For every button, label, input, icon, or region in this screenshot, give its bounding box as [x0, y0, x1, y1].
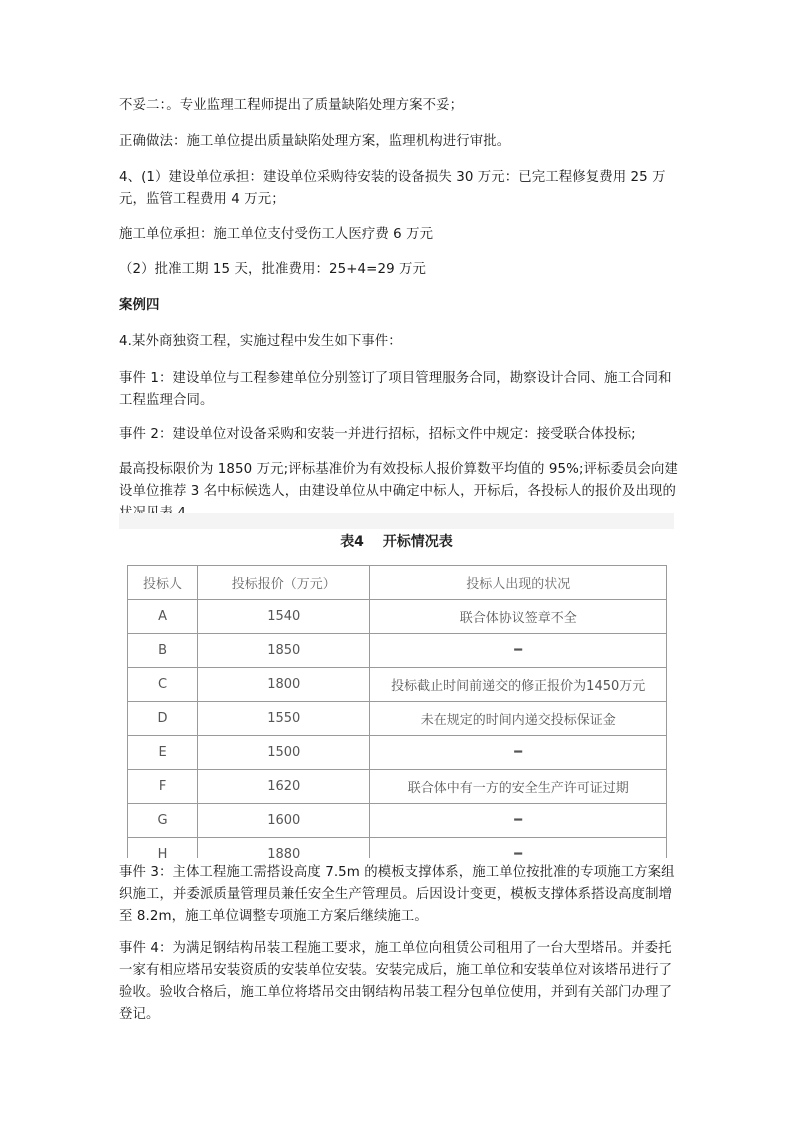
- paragraph-correct-practice: 正确做法：施工单位提出质量缺陷处理方案，监理机构进行审批。: [119, 134, 511, 149]
- table-row: [128, 838, 667, 859]
- paragraph-bid-rules: 最高投标限价为 1850 万元;评标基准价为有效投标人报价算数平均值的 95%;评标委员会向建设单位推荐 3 名中标候选人，由建设单位从中确定中标人，开标后，各投标人的报价及出现的: [119, 462, 679, 499]
- table-row: [128, 736, 667, 770]
- status-cell: ━: [370, 634, 667, 668]
- bidder-cell: F: [128, 770, 198, 804]
- status-cell: ━: [370, 736, 667, 770]
- table-row: [128, 770, 667, 804]
- paragraph-event-2: 事件 2：建设单位对设备采购和安装一并进行招标，招标文件中规定：接受联合体投标;: [119, 427, 636, 442]
- table-caption-number: 表4: [340, 534, 364, 550]
- price-cell: 1500: [198, 736, 370, 770]
- bidder-cell: C: [128, 668, 198, 702]
- paragraph-improper-2: 不妥二：。专业监理工程师提出了质量缺陷处理方案不妥；: [119, 98, 464, 113]
- paragraph-event-4: 事件 4：为满足钢结构吊装工程施工要求，施工单位向租赁公司租用了一台大型塔吊。并委托一家有相应塔吊安装资质的安装单位安装。安装完成后，施工单位和安装单位对该塔吊进行了验收。验收合格后，施工单位将塔吊交由钢结构吊装工程分包单位使用，并到有关部门办理了登记。: [119, 941, 673, 1022]
- status-cell: 联合体协议签章不全: [370, 600, 667, 634]
- price-cell: 1620: [198, 770, 370, 804]
- status-cell: 联合体中有一方的安全生产许可证过期: [370, 770, 667, 804]
- table-caption-title: 开标情况表: [382, 534, 453, 550]
- header-bidder-status: 投标人出现的状况: [370, 566, 667, 600]
- table-row: [128, 600, 667, 634]
- table-row: [128, 668, 667, 702]
- bid-opening-table: [127, 565, 667, 858]
- status-cell: 投标截止时间前递交的修正报价为1450万元: [370, 668, 667, 702]
- price-cell: 1850: [198, 634, 370, 668]
- bid-table-figure: [119, 513, 674, 858]
- status-cell: ━: [370, 838, 667, 859]
- price-cell: 1550: [198, 702, 370, 736]
- price-cell: 1540: [198, 600, 370, 634]
- header-bidder: 投标人: [128, 566, 198, 600]
- paragraph-contractor-bears: 施工单位承担：施工单位支付受伤工人医疗费 6 万元: [119, 227, 434, 242]
- table-row: [128, 804, 667, 838]
- table-caption: [119, 531, 674, 551]
- paragraph-event-1: 事件 1：建设单位与工程参建单位分别签订了项目管理服务合同，勘察设计合同、施工合同和工程监理合同。: [119, 371, 672, 408]
- bidder-cell: D: [128, 702, 198, 736]
- bidder-cell: A: [128, 600, 198, 634]
- paragraph-answer-4-2: （2）批准工期 15 天，批准费用：25+4=29 万元: [119, 262, 427, 277]
- bidder-cell: H: [128, 838, 198, 859]
- paragraph-case-intro: 4.某外商独资工程，实施过程中发生如下事件：: [119, 334, 402, 349]
- price-cell: 1800: [198, 668, 370, 702]
- table-row: [128, 634, 667, 668]
- price-cell: 1600: [198, 804, 370, 838]
- bidder-cell: G: [128, 804, 198, 838]
- price-cell: 1880: [198, 838, 370, 859]
- paragraph-event-3: 事件 3：主体工程施工需搭设高度 7.5m 的模板支撑体系，施工单位按批准的专项施工方案组织施工，并委派质量管理员兼任安全生产管理员。后因设计变更，模板支撑体系搭设高度制增至 8.2m，施工单位调整专项施工方案后继续施工。: [119, 865, 675, 924]
- table-header-row: [128, 566, 667, 600]
- status-cell: ━: [370, 804, 667, 838]
- header-bid-price: 投标报价（万元）: [198, 566, 370, 600]
- section-heading-case-4: 案例四: [119, 298, 160, 313]
- status-cell: 未在规定的时间内递交投标保证金: [370, 702, 667, 736]
- bidder-cell: E: [128, 736, 198, 770]
- paragraph-answer-4-1: 4、(1）建设单位承担：建设单位采购待安装的设备损失 30 万元：已完工程修复费用 25 万元，监管工程费用 4 万元；: [119, 170, 666, 207]
- bidder-cell: B: [128, 634, 198, 668]
- table-row: [128, 702, 667, 736]
